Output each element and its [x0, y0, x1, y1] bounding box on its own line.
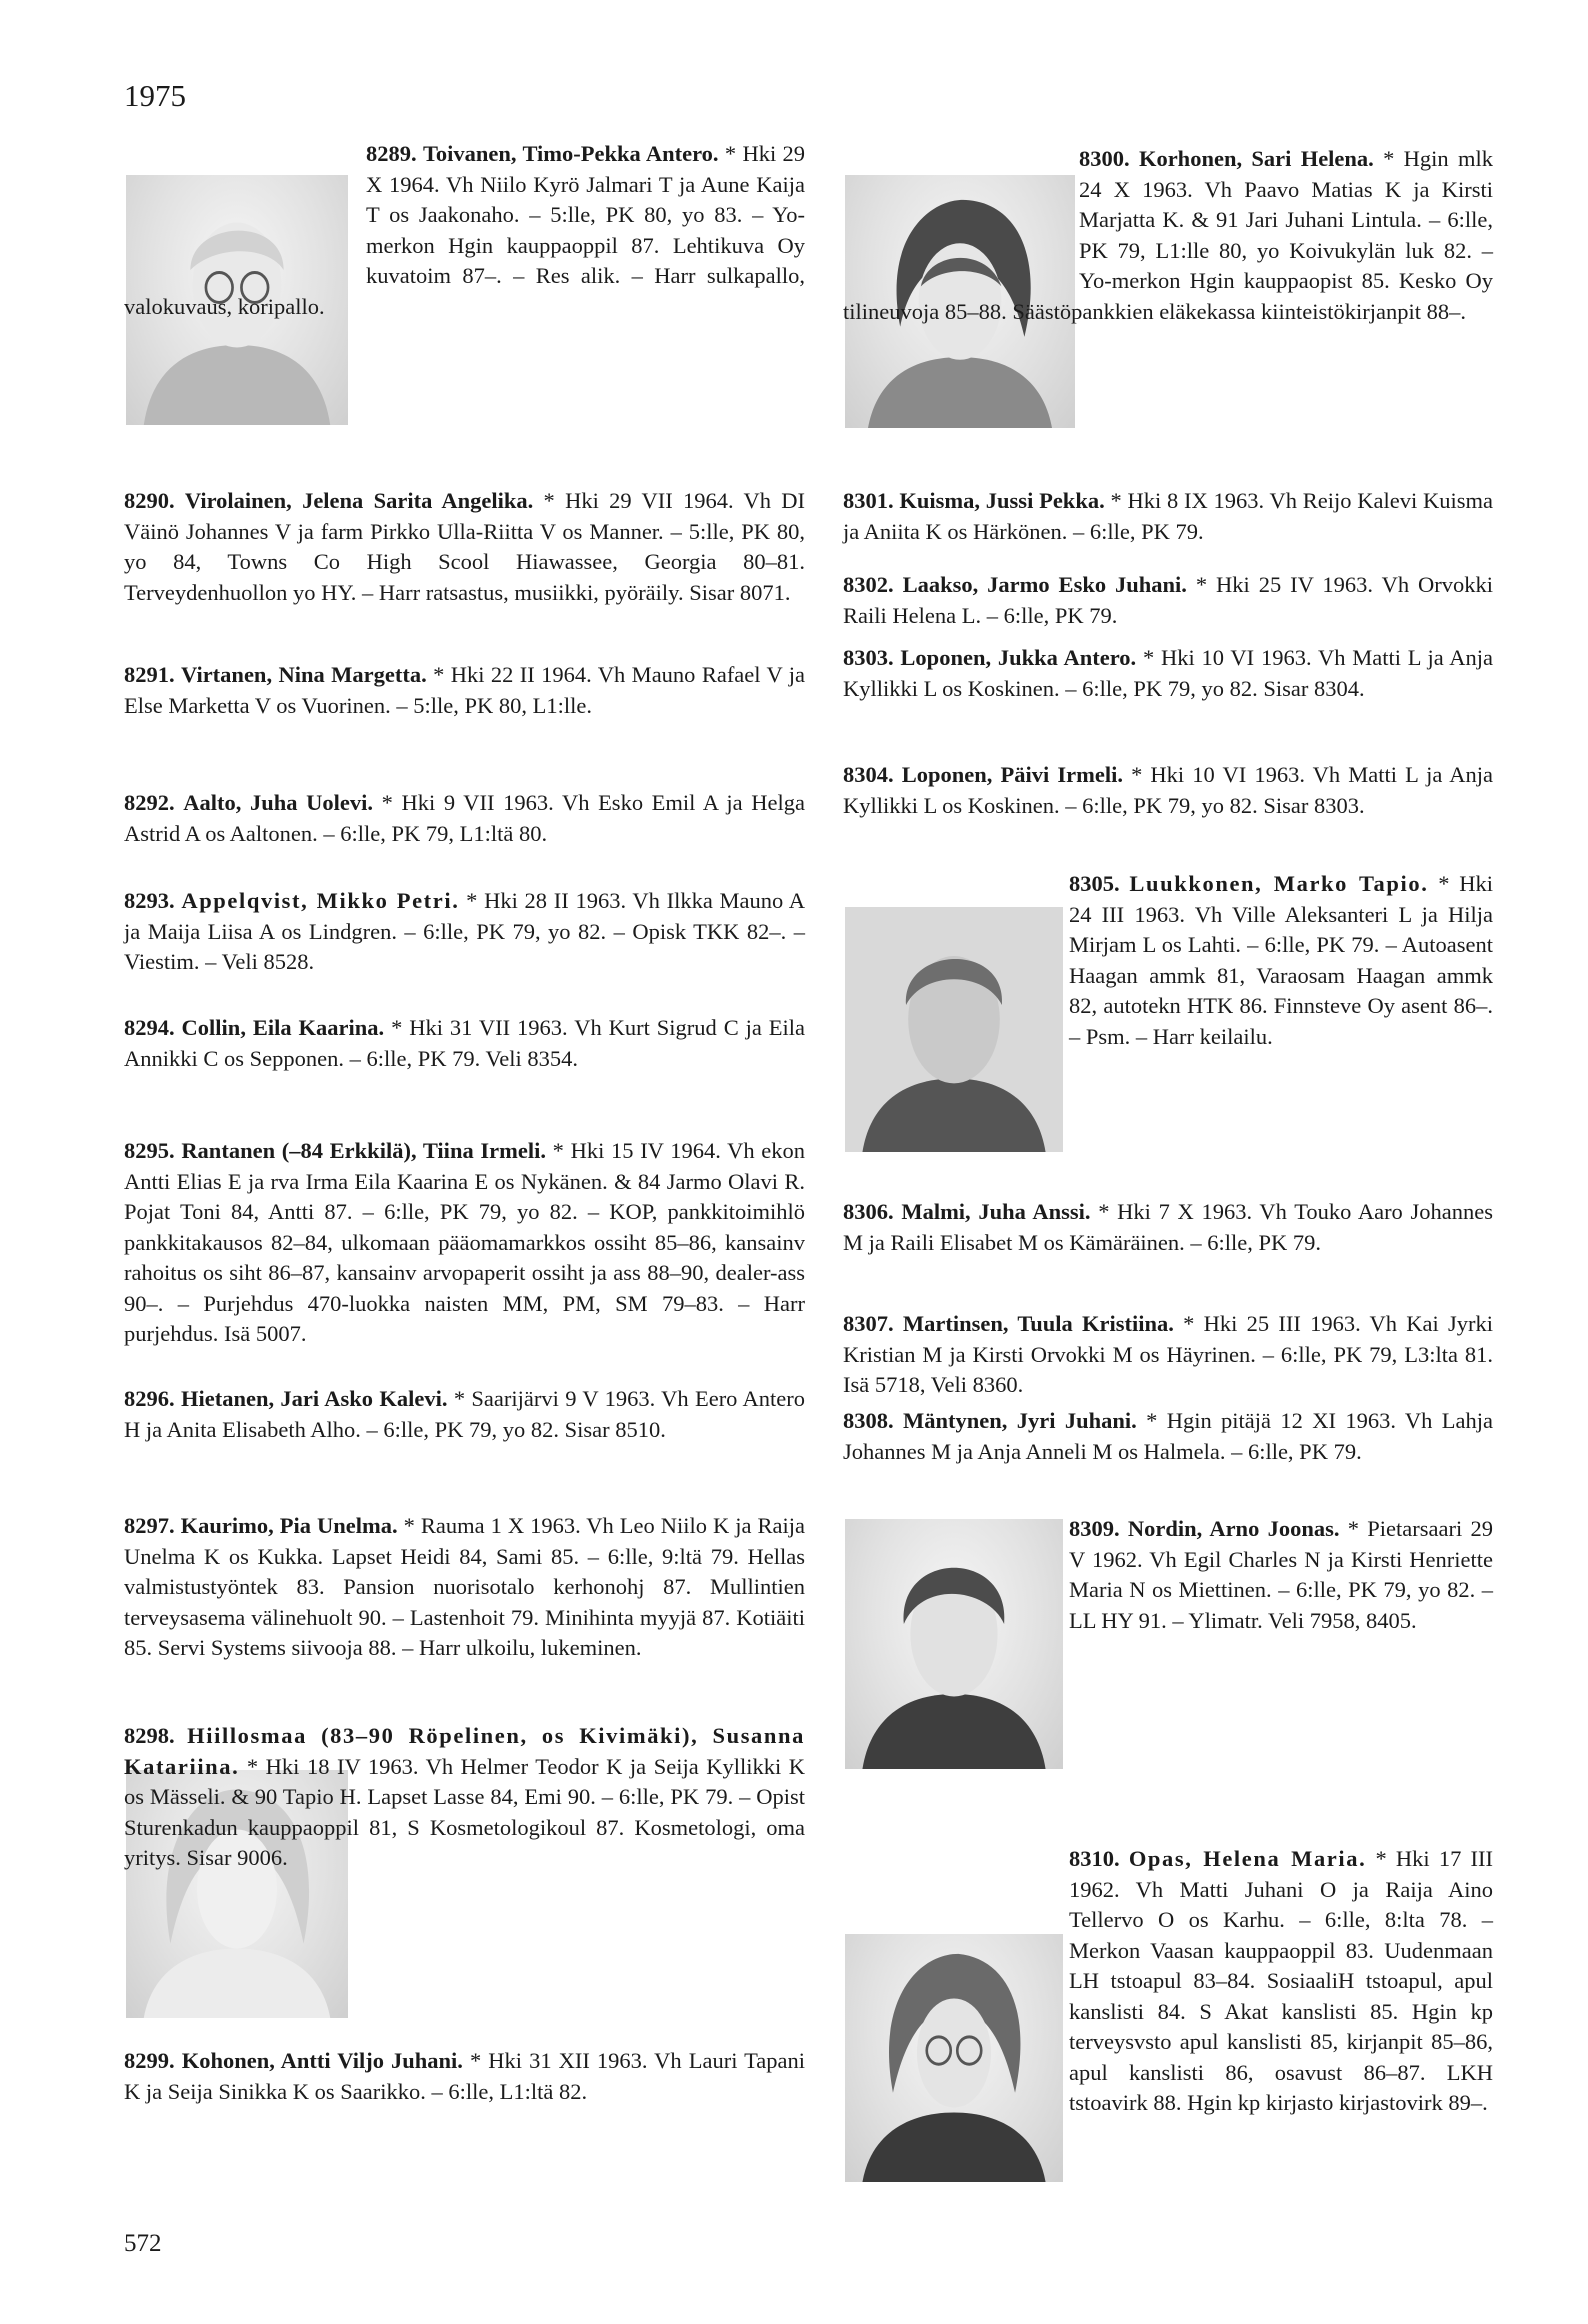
entry-8301	[843, 486, 1493, 547]
entry-name: Collin, Eila Kaarina.	[181, 1015, 385, 1040]
entry-8296	[124, 1384, 805, 1445]
entry-name: Appelqvist, Mikko Petri.	[181, 888, 460, 913]
entry-8304	[843, 760, 1493, 821]
entry-number: 8299.	[124, 2048, 175, 2073]
entry-name: Kaurimo, Pia Unelma.	[180, 1513, 398, 1538]
entry-name: Opas, Helena Maria.	[1128, 1846, 1367, 1871]
entry-8300	[843, 144, 1493, 327]
entry-text: * Hki 29 X 1964. Vh Niilo Kyrö Jalmari T ja Aune Kaija T os Jaakonaho. – 5:lle, PK 80, yo 83. – Yo-merkon Hgin kauppaoppil 87. Lehtikuva Oy kuvatoim 87–. – Res alik. – Harr sulkapallo, valokuvaus, koripallo.	[124, 141, 806, 319]
entry-name: Mäntynen, Jyri Juhani.	[902, 1408, 1137, 1433]
entry-name: Loponen, Jukka Antero.	[900, 645, 1137, 670]
entry-text: * Hki 17 III 1962. Vh Matti Juhani O ja Raija Aino Tellervo O os Karhu. – 6:lle, 8:lta 78. – Merkon Vaasan kauppaoppil 83. Uudenmaan LH tstoapul 83–84. SosiaaliH tstoapul, apul kanslisti 84. S Akat kanslisti 85. Hgin kp terveysvsto apul kanslisti 85, kirjanpit 85–86, apul kanslisti 86, osavust 86–87. LKH tstoavirk 88. Hgin kp kirjasto kirjastovirk 89–.	[1069, 1846, 1494, 2115]
entry-8289	[124, 139, 805, 322]
entry-number: 8308.	[843, 1408, 894, 1433]
entry-name: Kuisma, Jussi Pekka.	[899, 488, 1105, 513]
entry-number: 8292.	[124, 790, 175, 815]
entry-text: * Hki 10 VI 1963. Vh Matti L ja Anja Kyllikki L os Koskinen. – 6:lle, PK 79, yo 82. Sisar 8304.	[843, 645, 1493, 701]
entry-text: * Hki 28 II 1963. Vh Ilkka Mauno A ja Maija Liisa A os Lindgren. – 6:lle, PK 79, yo 82. – Opisk TKK 82–. – Viestim. – Veli 8528.	[124, 888, 806, 974]
entry-text: * Rauma 1 X 1963. Vh Leo Niilo K ja Raija Unelma K os Kukka. Lapset Heidi 84, Sami 85. – 6:lle, 9:ltä 79. Hellas valmistustyöntek 83. Pansion nuorisotalo kerhonohj 87. Mullintien terveysasema välinehuolt 90. – Lastenhoit 79. Minihinta myyjä 87. Kotiäiti 85. Servi Systems siivooja 88. – Harr ulkoilu, lukeminen.	[124, 1513, 805, 1660]
entry-8291	[124, 660, 805, 721]
entry-number: 8297.	[124, 1513, 175, 1538]
entry-number: 8305.	[1069, 871, 1120, 896]
entry-8308	[843, 1406, 1493, 1467]
entry-8295	[124, 1136, 805, 1350]
entry-number: 8293.	[124, 888, 175, 913]
entry-text: * Hki 29 VII 1964. Vh DI Väinö Johannes V ja farm Pirkko Ulla-Riitta V os Manner. – 5:lle, PK 80, yo 84, Towns Co High Scool Hiawassee, Georgia 80–81. Terveydenhuollon yo HY. – Harr ratsastus, musiikki, pyöräily. Sisar 8071.	[124, 488, 805, 605]
entry-number: 8295.	[124, 1138, 175, 1163]
entry-text: * Hgin mlk 24 X 1963. Vh Paavo Matias K ja Kirsti Marjatta K. & 91 Jari Juhani Lintula. – 6:lle, PK 79, L1:lle 80, yo Koivukylän luk 82. – Yo-merkon Hgin kauppaopist 85. Kesko Oy tilineuvoja 85–88. Säästöpankkien eläkekassa kiinteistökirjanpit 88–.	[843, 146, 1493, 324]
entry-number: 8310.	[1069, 1846, 1120, 1871]
entry-8294	[124, 1013, 805, 1074]
entry-text: * Hgin pitäjä 12 XI 1963. Vh Lahja Johannes M ja Anja Anneli M os Halmela. – 6:lle, PK 79.	[843, 1408, 1493, 1464]
entry-name: Korhonen, Sari Helena.	[1138, 146, 1374, 171]
entry-text: * Hki 31 XII 1963. Vh Lauri Tapani K ja Seija Sinikka K os Saarikko. – 6:lle, L1:ltä 82.	[124, 2048, 805, 2104]
entry-text: * Hki 9 VII 1963. Vh Esko Emil A ja Helga Astrid A os Aaltonen. – 6:lle, PK 79, L1:ltä 80.	[124, 790, 805, 846]
entry-number: 8304.	[843, 762, 894, 787]
entry-8307	[843, 1309, 1493, 1401]
entry-number: 8296.	[124, 1386, 175, 1411]
entry-text: * Hki 24 III 1963. Vh Ville Aleksanteri L ja Hilja Mirjam L os Lahti. – 6:lle, PK 79. – Autoasent Haagan ammk 81, Varaosam Haagan ammk 82, autotekn HTK 86. Finnsteve Oy asent 86–. – Psm. – Harr keilailu.	[1069, 871, 1494, 1049]
entry-text: * Hki 7 X 1963. Vh Touko Aaro Johannes M ja Raili Elisabet M os Kämäräinen. – 6:lle, PK 79.	[843, 1199, 1493, 1255]
entry-name: Kohonen, Antti Viljo Juhani.	[181, 2048, 463, 2073]
entry-text: * Hki 10 VI 1963. Vh Matti L ja Anja Kyllikki L os Koskinen. – 6:lle, PK 79, yo 82. Sisar 8303.	[843, 762, 1493, 818]
entry-text: * Saarijärvi 9 V 1963. Vh Eero Antero H ja Anita Elisabeth Alho. – 6:lle, PK 79, yo 82. Sisar 8510.	[124, 1386, 806, 1442]
entry-name: Loponen, Päivi Irmeli.	[901, 762, 1123, 787]
entry-8303	[843, 643, 1493, 704]
entry-number: 8309.	[1069, 1516, 1120, 1541]
entry-number: 8301.	[843, 488, 894, 513]
entry-number: 8303.	[843, 645, 894, 670]
entry-name: Malmi, Juha Anssi.	[901, 1199, 1091, 1224]
entry-8302	[843, 570, 1493, 631]
page-header-year: 1975	[124, 78, 186, 113]
entry-8297	[124, 1511, 805, 1664]
entry-text: * Hki 25 IV 1963. Vh Orvokki Raili Helena L. – 6:lle, PK 79.	[843, 572, 1494, 628]
entry-number: 8307.	[843, 1311, 894, 1336]
entry-name: Martinsen, Tuula Kristiina.	[902, 1311, 1174, 1336]
entry-text: * Pietarsaari 29 V 1962. Vh Egil Charles N ja Kirsti Henriette Maria N os Miettinen. – 6:lle, PK 79, yo 82. – LL HY 91. – Ylimatr. Veli 7958, 8405.	[1069, 1516, 1493, 1633]
entry-number: 8294.	[124, 1015, 175, 1040]
entry-8290	[124, 486, 805, 608]
entry-name: Virolainen, Jelena Sarita Angelika.	[184, 488, 534, 513]
entry-number: 8306.	[843, 1199, 894, 1224]
entry-8298	[124, 1721, 805, 1874]
entry-8292	[124, 788, 805, 849]
entry-number: 8290.	[124, 488, 175, 513]
entry-text: * Hki 15 IV 1964. Vh ekon Antti Elias E ja rva Irma Eila Kaarina E os Nykänen. & 84 Jarmo Olavi R. Pojat Toni 84, Antti 87. – 6:lle, PK 79, yo 82. – KOP, pankkitoimihlö pankkitakausos 82–84, ulkomaan pääomamarkkos ossiht 85–86, kansainv rahoitus os siht 86–87, kansainv arvopaperit ossiht ja ass 88–90, dealer-ass 90–. – Purjehdus 470-luokka naisten MM, PM, SM 79–83. – Harr purjehdus. Isä 5007.	[124, 1138, 806, 1346]
entry-name: Toivanen, Timo-Pekka Antero.	[422, 141, 719, 166]
entry-number: 8291.	[124, 662, 175, 687]
entry-8309	[843, 1514, 1493, 1636]
entry-name: Laakso, Jarmo Esko Juhani.	[902, 572, 1187, 597]
entry-8310	[843, 1844, 1493, 2176]
entry-name: Aalto, Juha Uolevi.	[183, 790, 373, 815]
entry-8299	[124, 2046, 805, 2107]
page-number: 572	[124, 2230, 162, 2257]
entry-number: 8302.	[843, 572, 894, 597]
entry-number: 8298.	[124, 1723, 175, 1748]
entry-8305	[843, 869, 1493, 1052]
entry-name: Rantanen (–84 Erkkilä), Tiina Irmeli.	[181, 1138, 546, 1163]
entry-text: * Hki 18 IV 1963. Vh Helmer Teodor K ja Seija Kyllikki K os Mässeli. & 90 Tapio H. Lapset Lasse 84, Emi 90. – 6:lle, PK 79. – Opist Sturenkadun kauppaoppil 81, S Kosmetologikoul 87. Kosmetologi, oma yritys. Sisar 9006.	[124, 1753, 805, 1870]
entry-name: Nordin, Arno Joonas.	[1127, 1516, 1340, 1541]
entry-8293	[124, 886, 805, 978]
entry-name: Virtanen, Nina Margetta.	[181, 662, 427, 687]
entry-text: * Hki 25 III 1963. Vh Kai Jyrki Kristian M ja Kirsti Orvokki M os Häyrinen. – 6:lle, PK 79, L3:lta 81. Isä 5718, Veli 8360.	[843, 1311, 1493, 1397]
entry-name: Hiillosmaa (83–90 Röpelinen, os Kivimäki), Susanna Katariina.	[124, 1723, 805, 1779]
entry-8306	[843, 1197, 1493, 1258]
entry-name: Hietanen, Jari Asko Kalevi.	[180, 1386, 448, 1411]
entry-text: * Hki 8 IX 1963. Vh Reijo Kalevi Kuisma ja Aniita K os Härkönen. – 6:lle, PK 79.	[843, 488, 1493, 544]
entry-text: * Hki 22 II 1964. Vh Mauno Rafael V ja Else Marketta V os Vuorinen. – 5:lle, PK 80, L1:lle.	[124, 662, 805, 718]
entry-number: 8300.	[1079, 146, 1130, 171]
entry-text: * Hki 31 VII 1963. Vh Kurt Sigrud C ja Eila Annikki C os Sepponen. – 6:lle, PK 79. Veli 8354.	[124, 1015, 805, 1071]
entry-number: 8289.	[366, 141, 417, 166]
entry-name: Luukkonen, Marko Tapio.	[1129, 871, 1429, 896]
